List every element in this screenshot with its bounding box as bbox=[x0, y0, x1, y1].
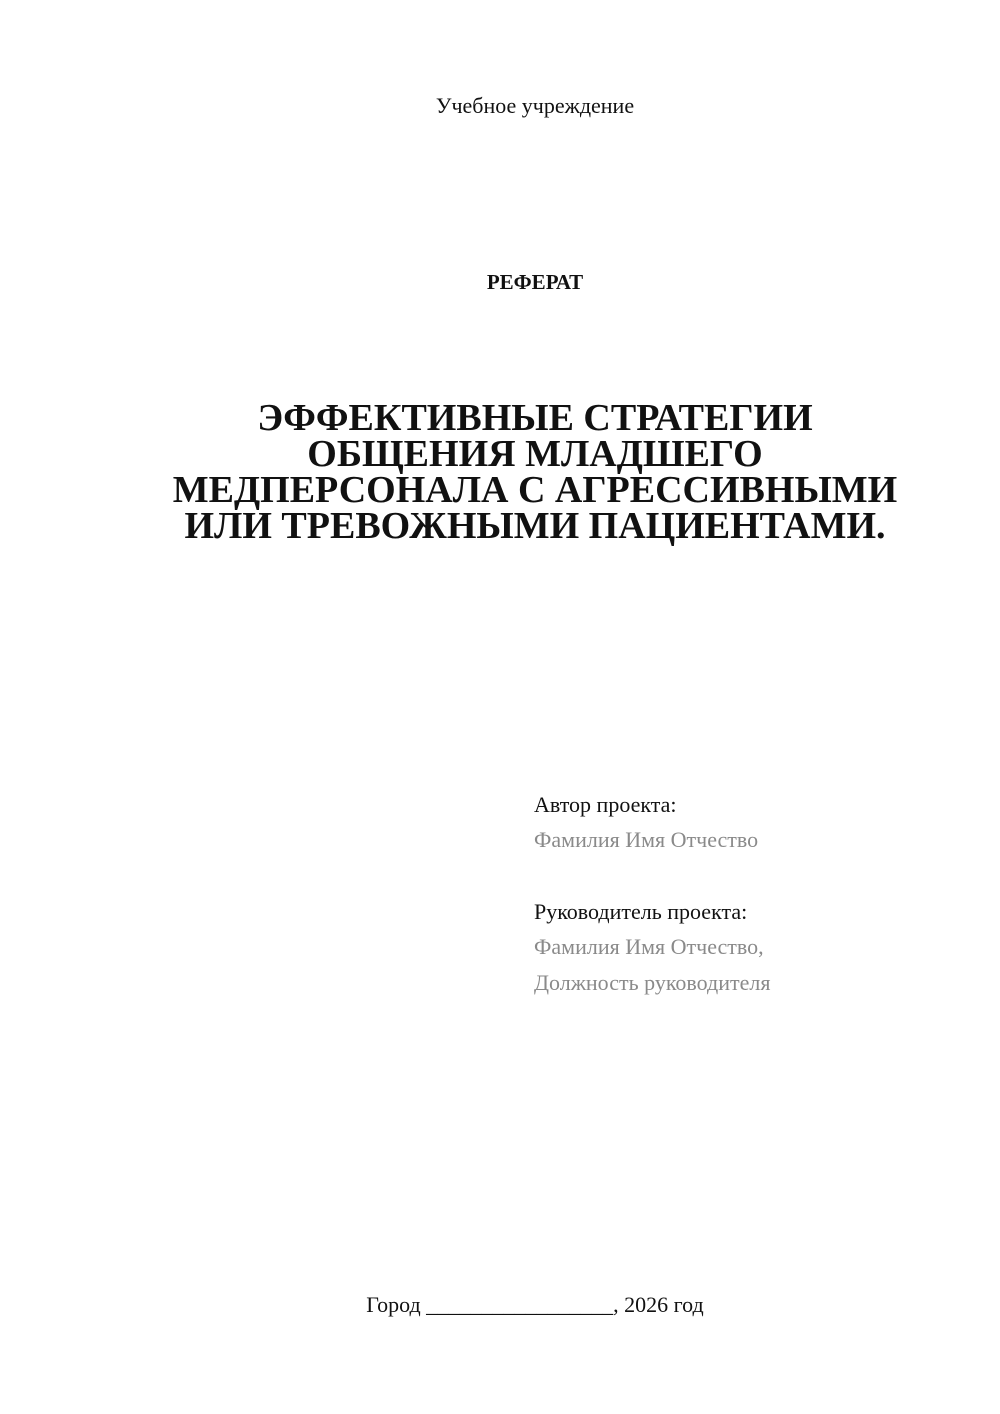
title-line: ОБЩЕНИЯ МЛАДШЕГО bbox=[307, 433, 763, 475]
supervisor-position: Должность руководителя bbox=[534, 970, 771, 995]
author-name: Фамилия Имя Отчество bbox=[534, 827, 759, 852]
supervisor-label: Руководитель проекта: bbox=[534, 899, 748, 924]
document-title bbox=[140, 397, 930, 547]
document-type: РЕФЕРАТ bbox=[486, 270, 584, 294]
city-year-line: Город _________________, 2026 год bbox=[366, 1292, 704, 1317]
title-line: ЭФФЕКТИВНЫЕ СТРАТЕГИИ bbox=[257, 397, 813, 439]
title-line: ИЛИ ТРЕВОЖНЫМИ ПАЦИЕНТАМИ. bbox=[184, 505, 886, 547]
institution-name: Учебное учреждение bbox=[435, 93, 635, 118]
author-block bbox=[534, 788, 954, 858]
title-line: МЕДПЕРСОНАЛА С АГРЕССИВНЫМИ bbox=[172, 469, 898, 511]
author-label: Автор проекта: bbox=[534, 792, 677, 817]
supervisor-block bbox=[534, 895, 954, 1001]
supervisor-name: Фамилия Имя Отчество, bbox=[534, 934, 764, 959]
